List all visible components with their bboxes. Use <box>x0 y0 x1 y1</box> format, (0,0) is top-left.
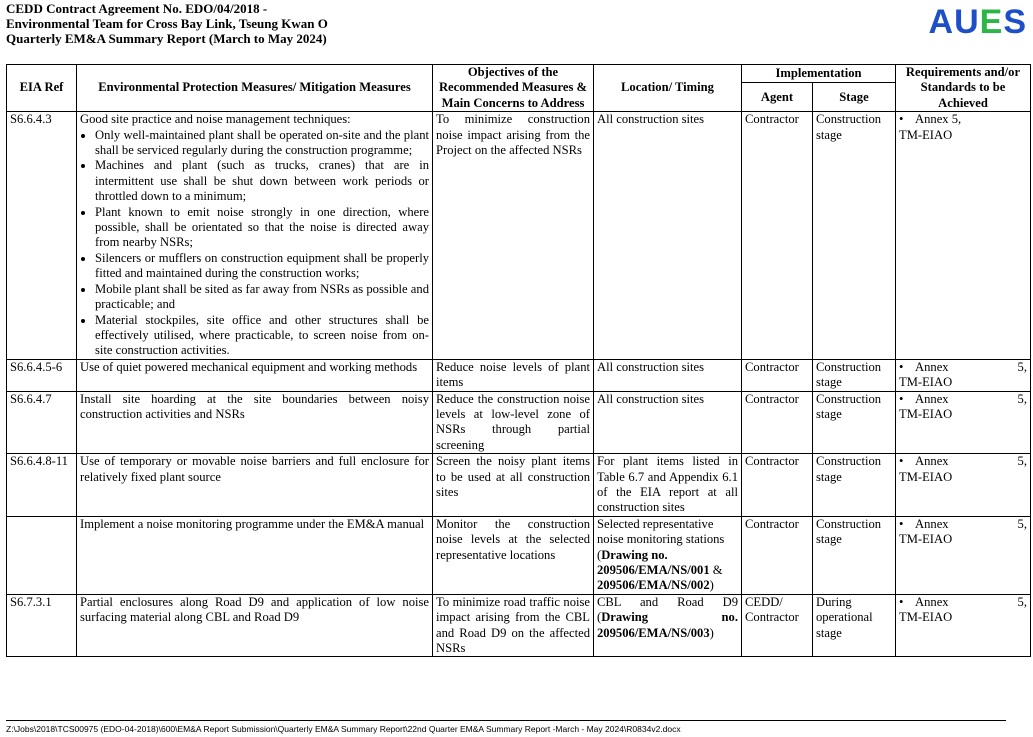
requirement-cell: • Annex 5, TM-EIAO <box>896 594 1031 657</box>
requirement-cell: • Annex 5, TM-EIAO <box>896 391 1031 454</box>
objective-cell: Reduce the construction noise levels at low-level zone of NSRs through partial screening <box>433 391 594 454</box>
stage-cell: Construction stage <box>813 359 896 391</box>
requirement-cell: • Annex 5, TM-EIAO <box>896 112 1031 360</box>
company-logo: AUES <box>928 3 1027 41</box>
requirement-cell: • Annex 5, TM-EIAO <box>896 454 1031 517</box>
col-agent: Agent <box>742 83 813 112</box>
measure-cell: Partial enclosures along Road D9 and application of low noise surfacing material along CBL and Road D9 <box>77 594 433 657</box>
agent-cell: Contractor <box>742 454 813 517</box>
col-objectives: Objectives of the Recommended Measures & Main Concerns to Address <box>433 65 594 112</box>
location-cell: For plant items listed in Table 6.7 and Appendix 6.1 of the EIA report at all construction sites <box>594 454 742 517</box>
table-row <box>7 391 1031 454</box>
measure-bullet: • Material stockpiles, site office and other structures shall be effectively utilised, where practicable, to screen noise from on-site construction activities. <box>95 313 429 359</box>
document-header <box>6 1 328 46</box>
eia-ref-cell: S6.6.4.7 <box>7 391 77 454</box>
eia-ref-cell: S6.6.4.5-6 <box>7 359 77 391</box>
eia-ref-cell: S6.6.4.8-11 <box>7 454 77 517</box>
col-measures: Environmental Protection Measures/ Mitigation Measures <box>77 65 433 112</box>
agent-cell: Contractor <box>742 391 813 454</box>
stage-cell: Construction stage <box>813 112 896 360</box>
location-cell: All construction sites <box>594 359 742 391</box>
objective-cell: Monitor the construction noise levels at the selected representative locations <box>433 516 594 594</box>
measure-bullet: • Only well-maintained plant shall be operated on-site and the plant shall be serviced regularly during the construction programme; <box>95 128 429 159</box>
location-cell: All construction sites <box>594 391 742 454</box>
measure-intro: Good site practice and noise management techniques: <box>80 112 351 127</box>
table-row <box>7 359 1031 391</box>
measure-cell: Implement a noise monitoring programme under the EM&A manual <box>77 516 433 594</box>
measure-bullet: • Machines and plant (such as trucks, cranes) that are in intermittent use shall be shut down between work periods or throttled down to a minimum; <box>95 158 429 204</box>
eia-ref-cell <box>7 516 77 594</box>
location-cell: Selected representative noise monitoring stations (Drawing no. 209506/EMA/NS/001 & 209506/EMA/NS/002) <box>594 516 742 594</box>
location-cell: All construction sites <box>594 112 742 360</box>
agent-cell: Contractor <box>742 516 813 594</box>
agent-cell: Contractor <box>742 112 813 360</box>
footer-file-path: Z:\Jobs\2018\TCS00975 (EDO-04-2018)\600\EM&A Report Submission\Quarterly EM&A Summary Report\22nd Quarter EM&A Summary Report -March - May 2024\R0834v2.docx <box>6 724 681 734</box>
stage-cell: Construction stage <box>813 516 896 594</box>
measure-bullet: • Plant known to emit noise strongly in one direction, where possible, shall be orientated so that the noise is directed away from nearby NSRs; <box>95 205 429 251</box>
objective-cell: To minimize road traffic noise impact arising from the CBL and Road D9 on the affected NSRs <box>433 594 594 657</box>
requirement-cell: • Annex 5, TM-EIAO <box>896 359 1031 391</box>
footer-rule <box>6 720 1006 721</box>
table-row <box>7 594 1031 657</box>
col-stage: Stage <box>813 83 896 112</box>
agent-cell: Contractor <box>742 359 813 391</box>
measure-cell: Use of temporary or movable noise barriers and full enclosure for relatively fixed plant source <box>77 454 433 517</box>
col-eia-ref: EIA Ref <box>7 65 77 112</box>
measure-bullet: • Mobile plant shall be sited as far away from NSRs as possible and practicable; and <box>95 282 429 313</box>
agent-cell: CEDD/ Contractor <box>742 594 813 657</box>
eia-ref-cell: S6.7.3.1 <box>7 594 77 657</box>
measure-cell <box>77 112 433 360</box>
table-row <box>7 112 1031 360</box>
measure-cell: Use of quiet powered mechanical equipment and working methods <box>77 359 433 391</box>
stage-cell: During operational stage <box>813 594 896 657</box>
col-location: Location/ Timing <box>594 65 742 112</box>
objective-cell: Screen the noisy plant items to be used at all construction sites <box>433 454 594 517</box>
table-row <box>7 516 1031 594</box>
eia-ref-cell: S6.6.4.3 <box>7 112 77 360</box>
stage-cell: Construction stage <box>813 454 896 517</box>
objective-cell: To minimize construction noise impact arising from the Project on the affected NSRs <box>433 112 594 360</box>
contract-title: CEDD Contract Agreement No. EDO/04/2018 - <box>6 1 268 16</box>
measure-bullet-list <box>80 128 429 359</box>
col-requirements: Requirements and/or Standards to be Achieved <box>896 65 1031 112</box>
team-title: Environmental Team for Cross Bay Link, Tseung Kwan O <box>6 16 328 31</box>
measure-bullet: • Silencers or mufflers on construction equipment shall be properly fitted and maintained during the construction works; <box>95 251 429 282</box>
stage-cell: Construction stage <box>813 391 896 454</box>
table-row <box>7 454 1031 517</box>
requirement-cell: • Annex 5, TM-EIAO <box>896 516 1031 594</box>
col-implementation: Implementation <box>742 65 896 83</box>
measure-cell: Install site hoarding at the site boundaries between noisy construction activities and NSRs <box>77 391 433 454</box>
mitigation-measures-table <box>6 64 1031 657</box>
report-title: Quarterly EM&A Summary Report (March to May 2024) <box>6 31 327 46</box>
location-cell: CBL and Road D9 (Drawing no. 209506/EMA/NS/003) <box>594 594 742 657</box>
objective-cell: Reduce noise levels of plant items <box>433 359 594 391</box>
